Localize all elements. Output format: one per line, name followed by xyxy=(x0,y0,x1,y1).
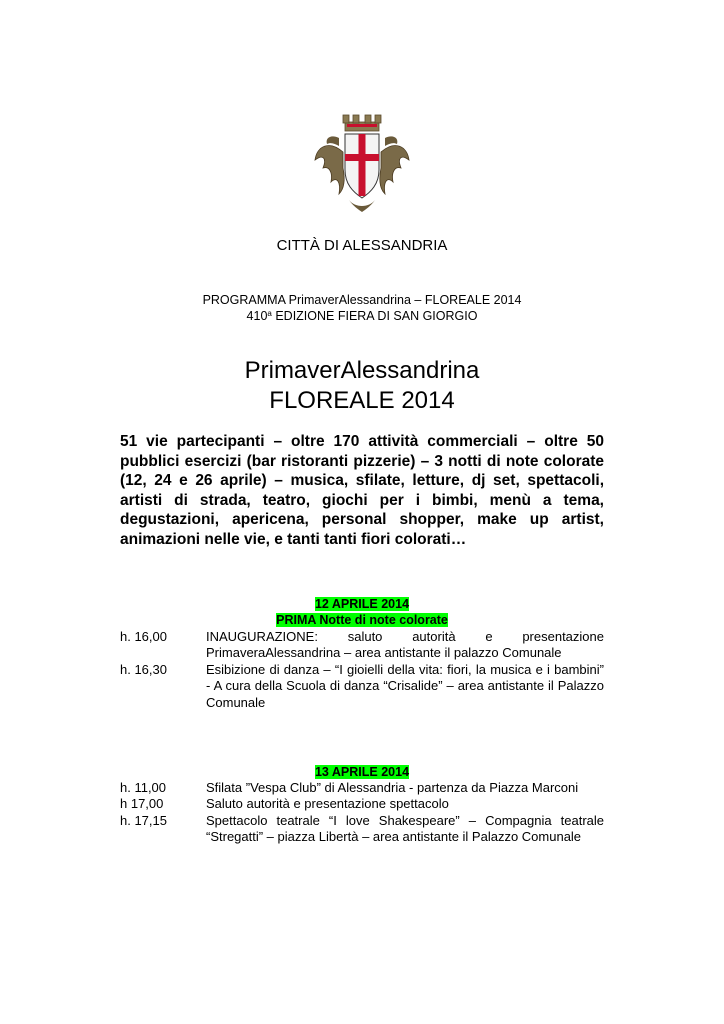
program-line: PROGRAMMA PrimaverAlessandrina – FLOREALE 2014 xyxy=(202,293,522,307)
day-2-date: 13 APRILE 2014 xyxy=(314,765,410,779)
schedule-row xyxy=(120,780,604,796)
title-line-1: PrimaverAlessandrina xyxy=(244,357,480,384)
day-1-heading xyxy=(0,596,724,628)
day-2-heading xyxy=(0,764,724,780)
day-1-date: 12 APRILE 2014 xyxy=(314,597,410,611)
event-description: Spettacolo teatrale “I love Shakespeare” – Compagnia teatrale “Stregatti” – piazza Libertà – area antistante il Palazzo Comunale xyxy=(206,812,604,845)
day-1-schedule xyxy=(120,629,604,711)
event-time: h 17,00 xyxy=(120,796,164,812)
day-1-subtitle: PRIMA Notte di note colorate xyxy=(276,613,448,627)
event-time: h. 16,30 xyxy=(120,661,167,677)
city-coat-of-arms-icon xyxy=(309,112,415,216)
schedule-row xyxy=(120,662,604,711)
schedule-row xyxy=(120,796,604,812)
event-time: h. 16,00 xyxy=(120,629,167,644)
event-description: Esibizione di danza – “I gioielli della vita: fiori, la musica e i bambini” - A cura della Scuola di danza “Crisalide” – area antistante il Palazzo Comunale xyxy=(206,661,604,710)
schedule-row xyxy=(120,813,604,846)
title-line-2: FLOREALE 2014 xyxy=(269,387,455,414)
schedule-row xyxy=(120,629,604,662)
intro-paragraph: 51 vie partecipanti – oltre 170 attività commerciali – oltre 50 pubblici esercizi (bar ristoranti pizzerie) – 3 notti di note colorate (12, 24 e 26 aprile) – musica, sfilate, letture, dj set, spettacoli, artisti di strada, teatro, giochi per i bimbi, menù a tema, degustazioni, apericena, personal shopper, make up artist, animazioni nelle vie, e tanti tanti fiori colorati… xyxy=(120,433,604,548)
event-description: Sfilata ”Vespa Club” di Alessandria - partenza da Piazza Marconi xyxy=(206,780,579,795)
event-description: Saluto autorità e presentazione spettacolo xyxy=(206,796,449,812)
city-name: CITTÀ DI ALESSANDRIA xyxy=(276,237,448,254)
day-2-schedule xyxy=(120,780,604,846)
edition-line: 410$^a$ EDIZIONE FIERA DI SAN GIORGIO xyxy=(246,309,478,323)
program-header xyxy=(0,292,724,324)
event-description: INAUGURAZIONE: saluto autorità e presentazione PrimaveraAlessandrina – area antistante il palazzo Comunale xyxy=(206,629,604,661)
document-title xyxy=(0,356,724,416)
event-time: h. 17,15 xyxy=(120,812,167,828)
event-time: h. 11,00 xyxy=(120,780,167,795)
